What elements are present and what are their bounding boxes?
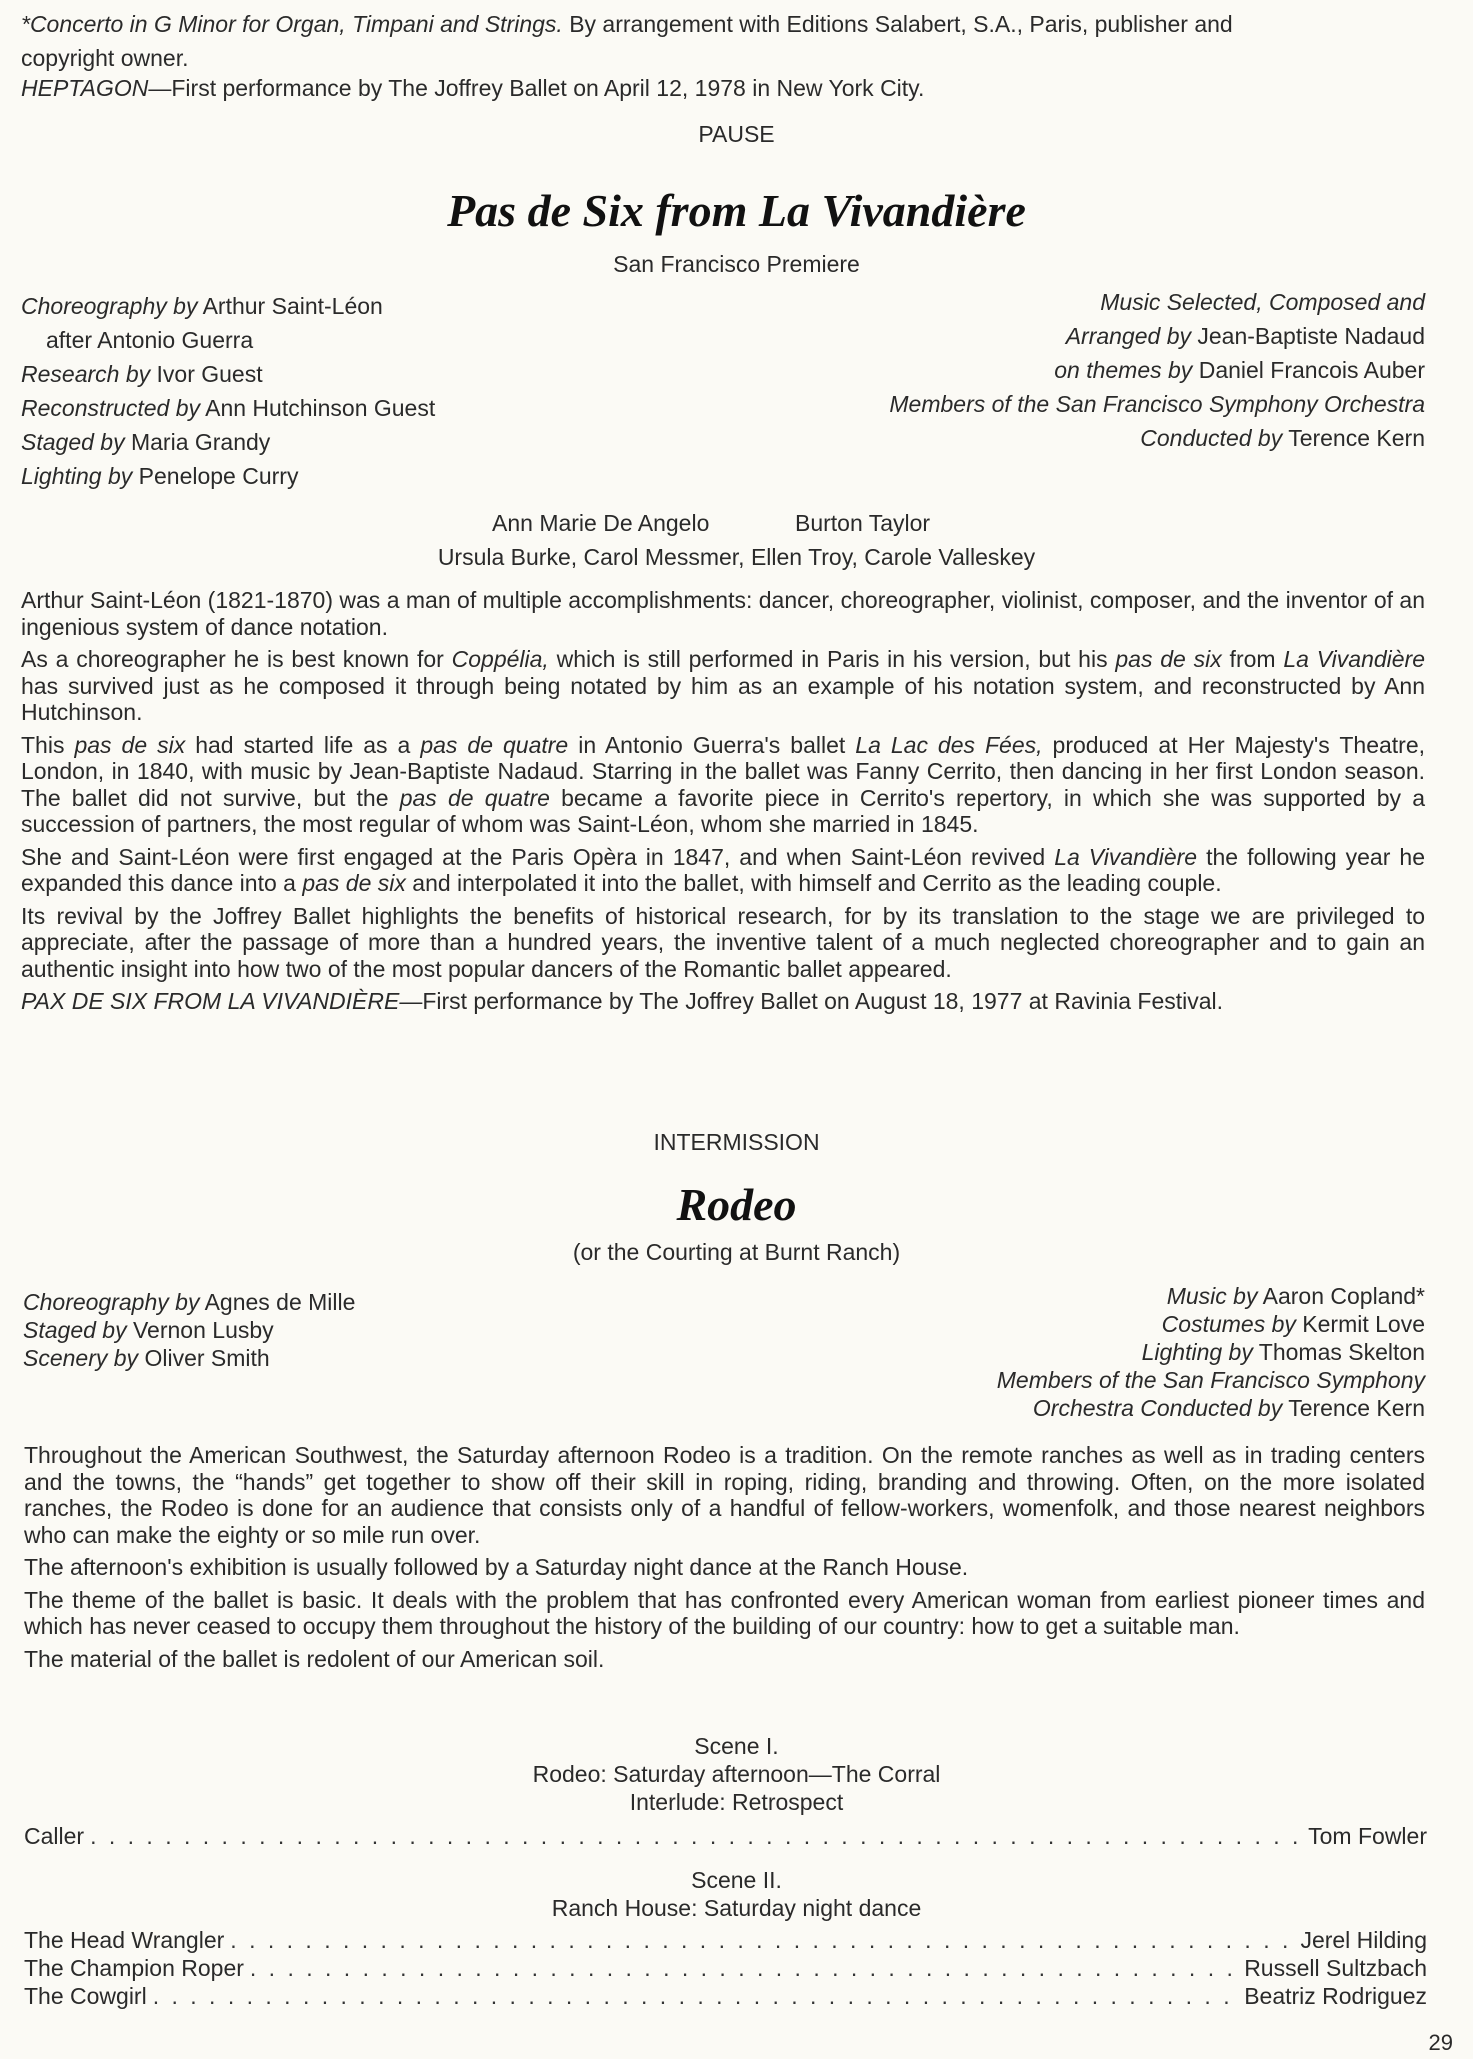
rodeo-title: Rodeo	[676, 1179, 797, 1230]
pause-label: PAUSE	[698, 121, 775, 147]
credit-left-5: Lighting by Penelope Curry	[21, 463, 299, 489]
essay-paragraph: Arthur Saint-Léon (1821-1870) was a man of multiple accomplishments: dancer, choreographer, violinist, composer, and the inventor of an ingenious system of dance notation.	[21, 587, 1425, 640]
credit-right-2: on themes by Daniel Francois Auber	[1054, 357, 1425, 383]
essay-paragraph: Its revival by the Joffrey Ballet highlights the benefits of historical research, for by its translation to the stage we are privileged to appreciate, after the passage of more than a hundred years, the inventive talent of a much neglected choreographer and to gain an authentic insight into how two of the most popular dancers of the Romantic ballet appeared.	[21, 902, 1425, 982]
credit-right-0: Music Selected, Composed and	[1100, 289, 1425, 315]
rodeo-subtitle: (or the Courting at Burnt Ranch)	[572, 1239, 901, 1265]
page-number: 29	[1428, 2030, 1453, 2055]
rodeo-credit-right-4: Orchestra Conducted by Terence Kern	[1032, 1395, 1425, 1421]
leader-dots	[250, 1955, 1238, 1982]
cast-row	[24, 1983, 1427, 2013]
pas-de-six-premiere-note: PAX DE SIX FROM LA VIVANDIÈRE—First performance by The Joffrey Ballet on August 18, 1977 at Ravinia Festival.	[21, 988, 1224, 1014]
essay-paragraph: Throughout the American Southwest, the Saturday afternoon Rodeo is a tradition. On the remote ranches as well as in trading centers and the towns, the “hands” get together to show off their skill in roping, riding, branding and throwing. Often, on the more isolated ranches, the Rodeo is done for an audience that consists only of a handful of fellow-workers, womenfolk, and those nearest neighbors who can make the eighty or so mile run over.	[24, 1442, 1425, 1548]
cast-dancer: Russell Sultzbach	[1244, 1955, 1427, 1981]
essay-paragraph: The afternoon's exhibition is usually followed by a Saturday night dance at the Ranch House.	[24, 1554, 969, 1580]
pas-de-six-subtitle: San Francisco Premiere	[613, 251, 860, 277]
rodeo-credit-right-3: Members of the San Francisco Symphony	[996, 1367, 1425, 1393]
rodeo-credit-right-2: Lighting by Thomas Skelton	[1141, 1339, 1425, 1365]
cast-dancer: Beatriz Rodriguez	[1244, 1983, 1427, 2009]
ensemble-dancers: Ursula Burke, Carol Messmer, Ellen Troy, Carole Valleskey	[437, 544, 1036, 570]
cast-dancer: Jerel Hilding	[1300, 1927, 1427, 1953]
cast-row	[24, 1955, 1427, 1985]
footnote-line-1	[21, 10, 1233, 39]
credit-left-0: Choreography by Arthur Saint-Léon	[21, 293, 383, 319]
cast-row	[24, 1927, 1427, 1957]
cast-row	[24, 1823, 1427, 1853]
rodeo-credit-left-2: Scenery by Oliver Smith	[23, 1345, 270, 1371]
rodeo-essay	[24, 1442, 1425, 1678]
scene-1-heading: Scene I.	[694, 1733, 779, 1759]
rodeo-credit-left-1: Staged by Vernon Lusby	[23, 1317, 274, 1343]
cast-role: The Cowgirl	[24, 1983, 147, 2009]
essay-paragraph: As a choreographer he is best known for Coppélia, which is still performed in Paris in his version, but his pas de six from La Vivandière has survived just as he composed it through being notated by him as an example of his notation system, and reconstructed by Ann Hutchinson.	[21, 646, 1426, 725]
credit-left-1: after Antonio Guerra	[46, 327, 254, 353]
footnote-rest: By arrangement with Editions Salabert, S.A., Paris, publisher and	[562, 11, 1233, 37]
principal-dancer-2: Burton Taylor	[795, 510, 931, 536]
essay-paragraph: She and Saint-Léon were first engaged at the Paris Opèra in 1847, and when Saint-Léon revived La Vivandière the following year he expanded this dance into a pas de six and interpolated it into the ballet, with himself and Cerrito as the leading couple.	[21, 843, 1425, 896]
cast-role: The Head Wrangler	[24, 1927, 225, 1953]
scene-2-heading: Scene II.	[691, 1867, 782, 1893]
footnote-line-2: copyright owner.	[21, 45, 189, 71]
rodeo-credit-right-1: Costumes by Kermit Love	[1161, 1311, 1425, 1337]
credit-right-3: Members of the San Francisco Symphony Orchestra	[889, 391, 1425, 417]
credit-right-4: Conducted by Terence Kern	[1140, 425, 1425, 451]
heptagon-premiere-note	[21, 74, 924, 103]
rodeo-credit-right-0: Music by Aaron Copland*	[1166, 1283, 1425, 1309]
pas-de-six-essay	[21, 587, 1425, 1021]
pas-de-six-title: Pas de Six from La Vivandière	[447, 185, 1026, 236]
cast-role: The Champion Roper	[24, 1955, 244, 1981]
cast-dancer: Tom Fowler	[1308, 1823, 1427, 1849]
scene-1-line-1: Rodeo: Saturday afternoon—The Corral	[532, 1761, 941, 1787]
leader-dots	[230, 1927, 1294, 1954]
credit-left-4: Staged by Maria Grandy	[21, 429, 271, 455]
intermission-label: INTERMISSION	[653, 1129, 820, 1155]
leader-dots	[153, 1983, 1238, 2010]
principal-dancer-1: Ann Marie De Angelo	[492, 510, 710, 536]
heptagon-note-text: —First performance by The Joffrey Ballet on April 12, 1978 in New York City.	[148, 75, 925, 101]
credit-right-1: Arranged by Jean-Baptiste Nadaud	[1065, 323, 1425, 349]
rodeo-credit-left-0: Choreography by Agnes de Mille	[23, 1289, 356, 1315]
essay-paragraph: The theme of the ballet is basic. It deals with the problem that has confronted every American woman from earliest pioneer times and which has never ceased to occupy them throughout the history of the building of our country: how to get a suitable man.	[24, 1586, 1425, 1639]
credit-left-3: Reconstructed by Ann Hutchinson Guest	[21, 395, 436, 421]
credit-left-2: Research by Ivor Guest	[21, 361, 263, 387]
heptagon-label: HEPTAGON	[21, 75, 149, 101]
leader-dots	[90, 1823, 1302, 1850]
essay-paragraph: This pas de six had started life as a pas de quatre in Antonio Guerra's ballet La Lac des Fées, produced at Her Majesty's Theatre, London, in 1840, with music by Jean-Baptiste Nadaud. Starring in the ballet was Fanny Cerrito, then dancing in her first London season. The ballet did not survive, but the pas de quatre became a favorite piece in Cerrito's repertory, in which she was supported by a succession of partners, the most regular of whom was Saint-Léon, whom she married in 1845.	[21, 731, 1426, 837]
scene-2-line-1: Ranch House: Saturday night dance	[551, 1895, 922, 1921]
scene-1-line-2: Interlude: Retrospect	[629, 1789, 844, 1815]
cast-role: Caller	[24, 1823, 85, 1849]
footnote-work-title: *Concerto in G Minor for Organ, Timpani and Strings.	[21, 11, 563, 37]
essay-paragraph: The material of the ballet is redolent of our American soil.	[24, 1645, 605, 1672]
